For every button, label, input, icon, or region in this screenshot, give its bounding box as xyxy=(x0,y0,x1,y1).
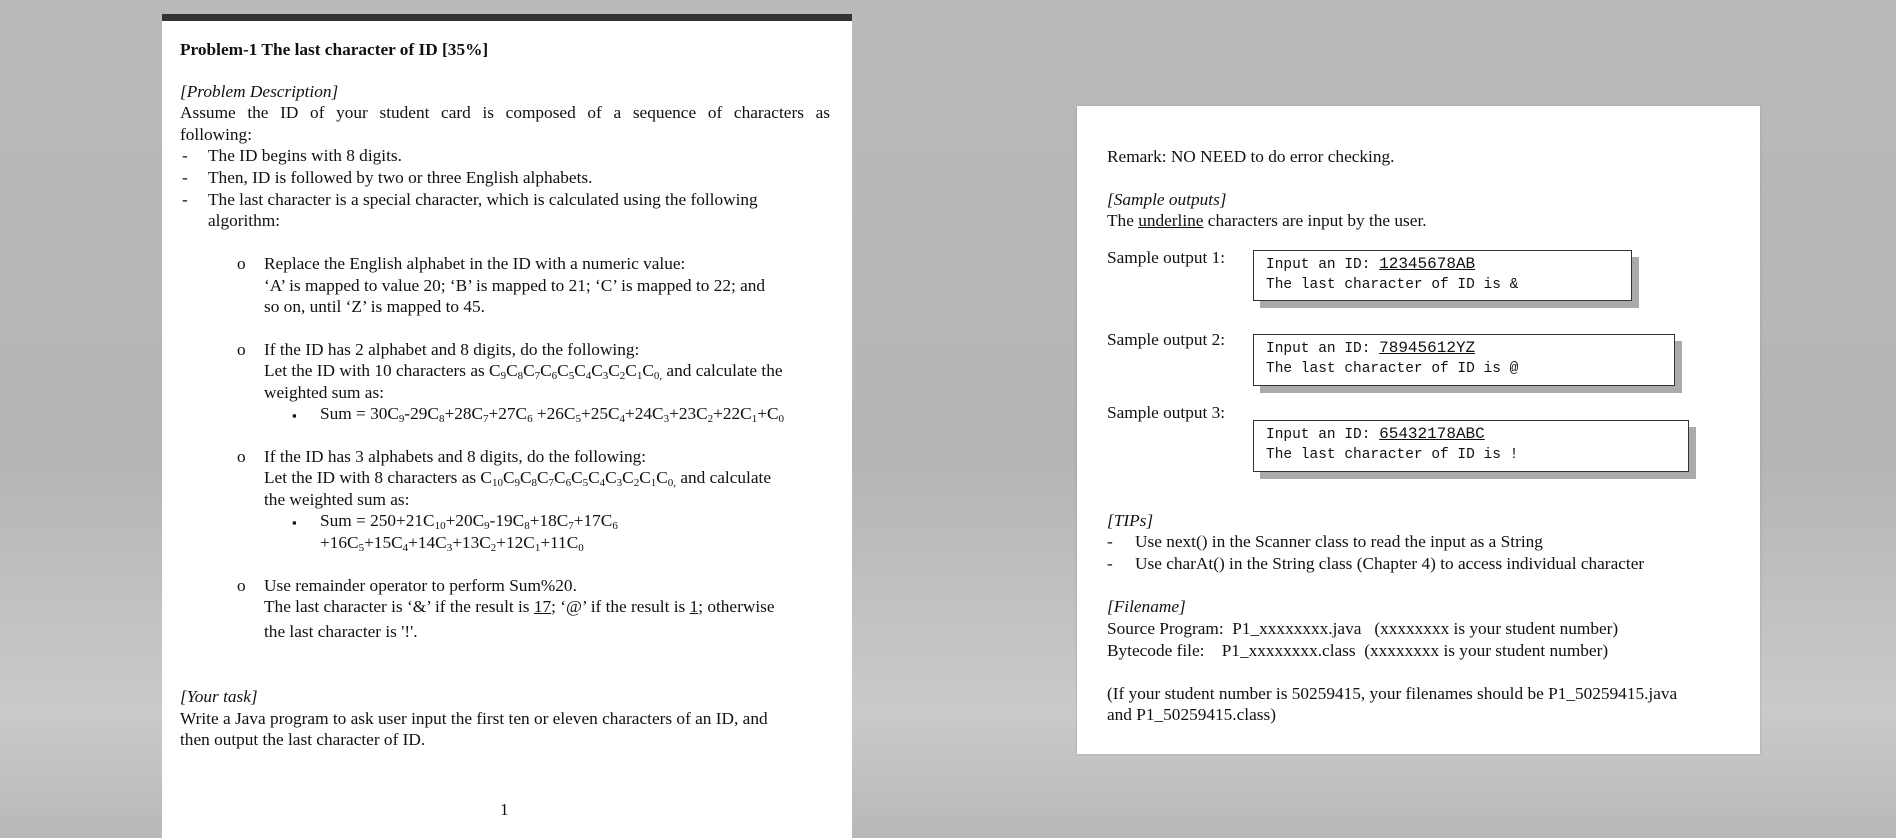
sum-formula-3-line1: Sum = $250+21C_{10}+20C_9-19C_8+18C_7+17C_6$ xyxy=(320,511,618,532)
document-page-1 xyxy=(162,14,852,838)
bullet-item: Then, ID is followed by two or three English alphabets. xyxy=(208,168,593,187)
task-heading: [Your task] xyxy=(180,687,258,706)
task-line-1: Write a Java program to ask user input the first ten or eleven characters of an ID, and xyxy=(180,709,768,728)
step-line: The last character is ‘&’ if the result is 17; ‘@’ if the result is 1; otherwise xyxy=(264,597,775,616)
square-bullet: ▪ xyxy=(292,515,297,530)
example-line-1: (If your student number is 50259415, your filenames should be P1_50259415.java xyxy=(1107,684,1678,703)
circle-bullet: o xyxy=(237,340,246,359)
dash-marker: - xyxy=(182,190,188,209)
sample-output-box: Input an ID: 65432178ABC The last character of ID is ! xyxy=(1253,420,1689,472)
circle-bullet: o xyxy=(237,254,246,273)
step-line: so on, until ‘Z’ is mapped to 45. xyxy=(264,297,485,316)
page-number: 1 xyxy=(500,800,509,819)
sample-output-box: Input an ID: 78945612YZ The last character of ID is @ xyxy=(1253,334,1675,386)
step-line: ‘A’ is mapped to value 20; ‘B’ is mapped to 21; ‘C’ is mapped to 22; and xyxy=(264,276,766,295)
remark-text: Remark: NO NEED to do error checking. xyxy=(1107,147,1395,166)
description-line-2: following: xyxy=(180,125,253,144)
dash-marker: - xyxy=(182,146,188,165)
bullet-item: The ID begins with 8 digits. xyxy=(208,146,402,165)
step-line: Let the ID with 10 characters as $C_9C_8C_7C_6C_5C_4C_3C_2C_1C_{0,}$ and calculate the xyxy=(264,361,783,382)
filename-heading: [Filename] xyxy=(1107,597,1186,616)
step-line: Replace the English alphabet in the ID with a numeric value: xyxy=(264,254,686,273)
underline-note: The underline characters are input by the user. xyxy=(1107,211,1427,230)
sample-result: The last character of ID is & xyxy=(1266,277,1519,293)
sample-label: Sample output 3: xyxy=(1107,403,1226,422)
step-line: the weighted sum as: xyxy=(264,490,410,509)
tip-item: Use next() in the Scanner class to read the input as a String xyxy=(1135,532,1543,551)
circle-bullet: o xyxy=(237,447,246,466)
document-page-2 xyxy=(1077,106,1760,754)
bullet-item-continued: algorithm: xyxy=(208,211,280,230)
step-line: weighted sum as: xyxy=(264,383,384,402)
square-bullet: ▪ xyxy=(292,408,297,423)
dash-marker: - xyxy=(182,168,188,187)
step-line: Let the ID with 8 characters as $C_{10}C_9C_8C_7C_6C_5C_4C_3C_2C_1C_{0,}$ and calculate xyxy=(264,468,771,489)
example-line-2: and P1_50259415.class) xyxy=(1107,705,1276,724)
bytecode-file-line: Bytecode file: P1_xxxxxxxx.class (xxxxxxxx is your student number) xyxy=(1107,641,1609,660)
source-program-line: Source Program: P1_xxxxxxxx.java (xxxxxxxx is your student number) xyxy=(1107,619,1619,638)
step-line: If the ID has 3 alphabets and 8 digits, do the following: xyxy=(264,447,647,466)
circle-bullet: o xyxy=(237,576,246,595)
description-heading: [Problem Description] xyxy=(180,82,339,101)
task-line-2: then output the last character of ID. xyxy=(180,730,426,749)
step-line: the last character is '!'. xyxy=(264,622,418,641)
tips-heading: [TIPs] xyxy=(1107,511,1154,530)
tip-item: Use charAt() in the String class (Chapter 4) to access individual character xyxy=(1135,554,1645,573)
sum-formula-2: Sum = $30C_9-29C_8+28C_7+27C_6 +26C_5+25C_4+24C_3+23C_2+22C_1+C_0$ xyxy=(320,404,784,425)
description-line-1: Assume the ID of your student card is composed of a sequence of characters as xyxy=(180,103,830,122)
sample-label: Sample output 2: xyxy=(1107,330,1226,349)
samples-heading: [Sample outputs] xyxy=(1107,190,1227,209)
sample-result: The last character of ID is @ xyxy=(1266,361,1519,377)
dash-marker: - xyxy=(1107,532,1113,551)
sum-formula-3-line2: $+16C_5+15C_4+14C_3+13C_2+12C_1+11C_0$ xyxy=(320,533,584,554)
sample-output-box: Input an ID: 12345678AB The last character of ID is & xyxy=(1253,250,1632,301)
dash-marker: - xyxy=(1107,554,1113,573)
sample-result: The last character of ID is ! xyxy=(1266,447,1519,463)
sample-label: Sample output 1: xyxy=(1107,248,1226,267)
bullet-item: The last character is a special character, which is calculated using the following xyxy=(208,190,758,209)
step-line: Use remainder operator to perform Sum%20. xyxy=(264,576,577,595)
step-line: If the ID has 2 alphabet and 8 digits, do the following: xyxy=(264,340,640,359)
problem-title: Problem-1 The last character of ID [35%] xyxy=(180,40,489,59)
